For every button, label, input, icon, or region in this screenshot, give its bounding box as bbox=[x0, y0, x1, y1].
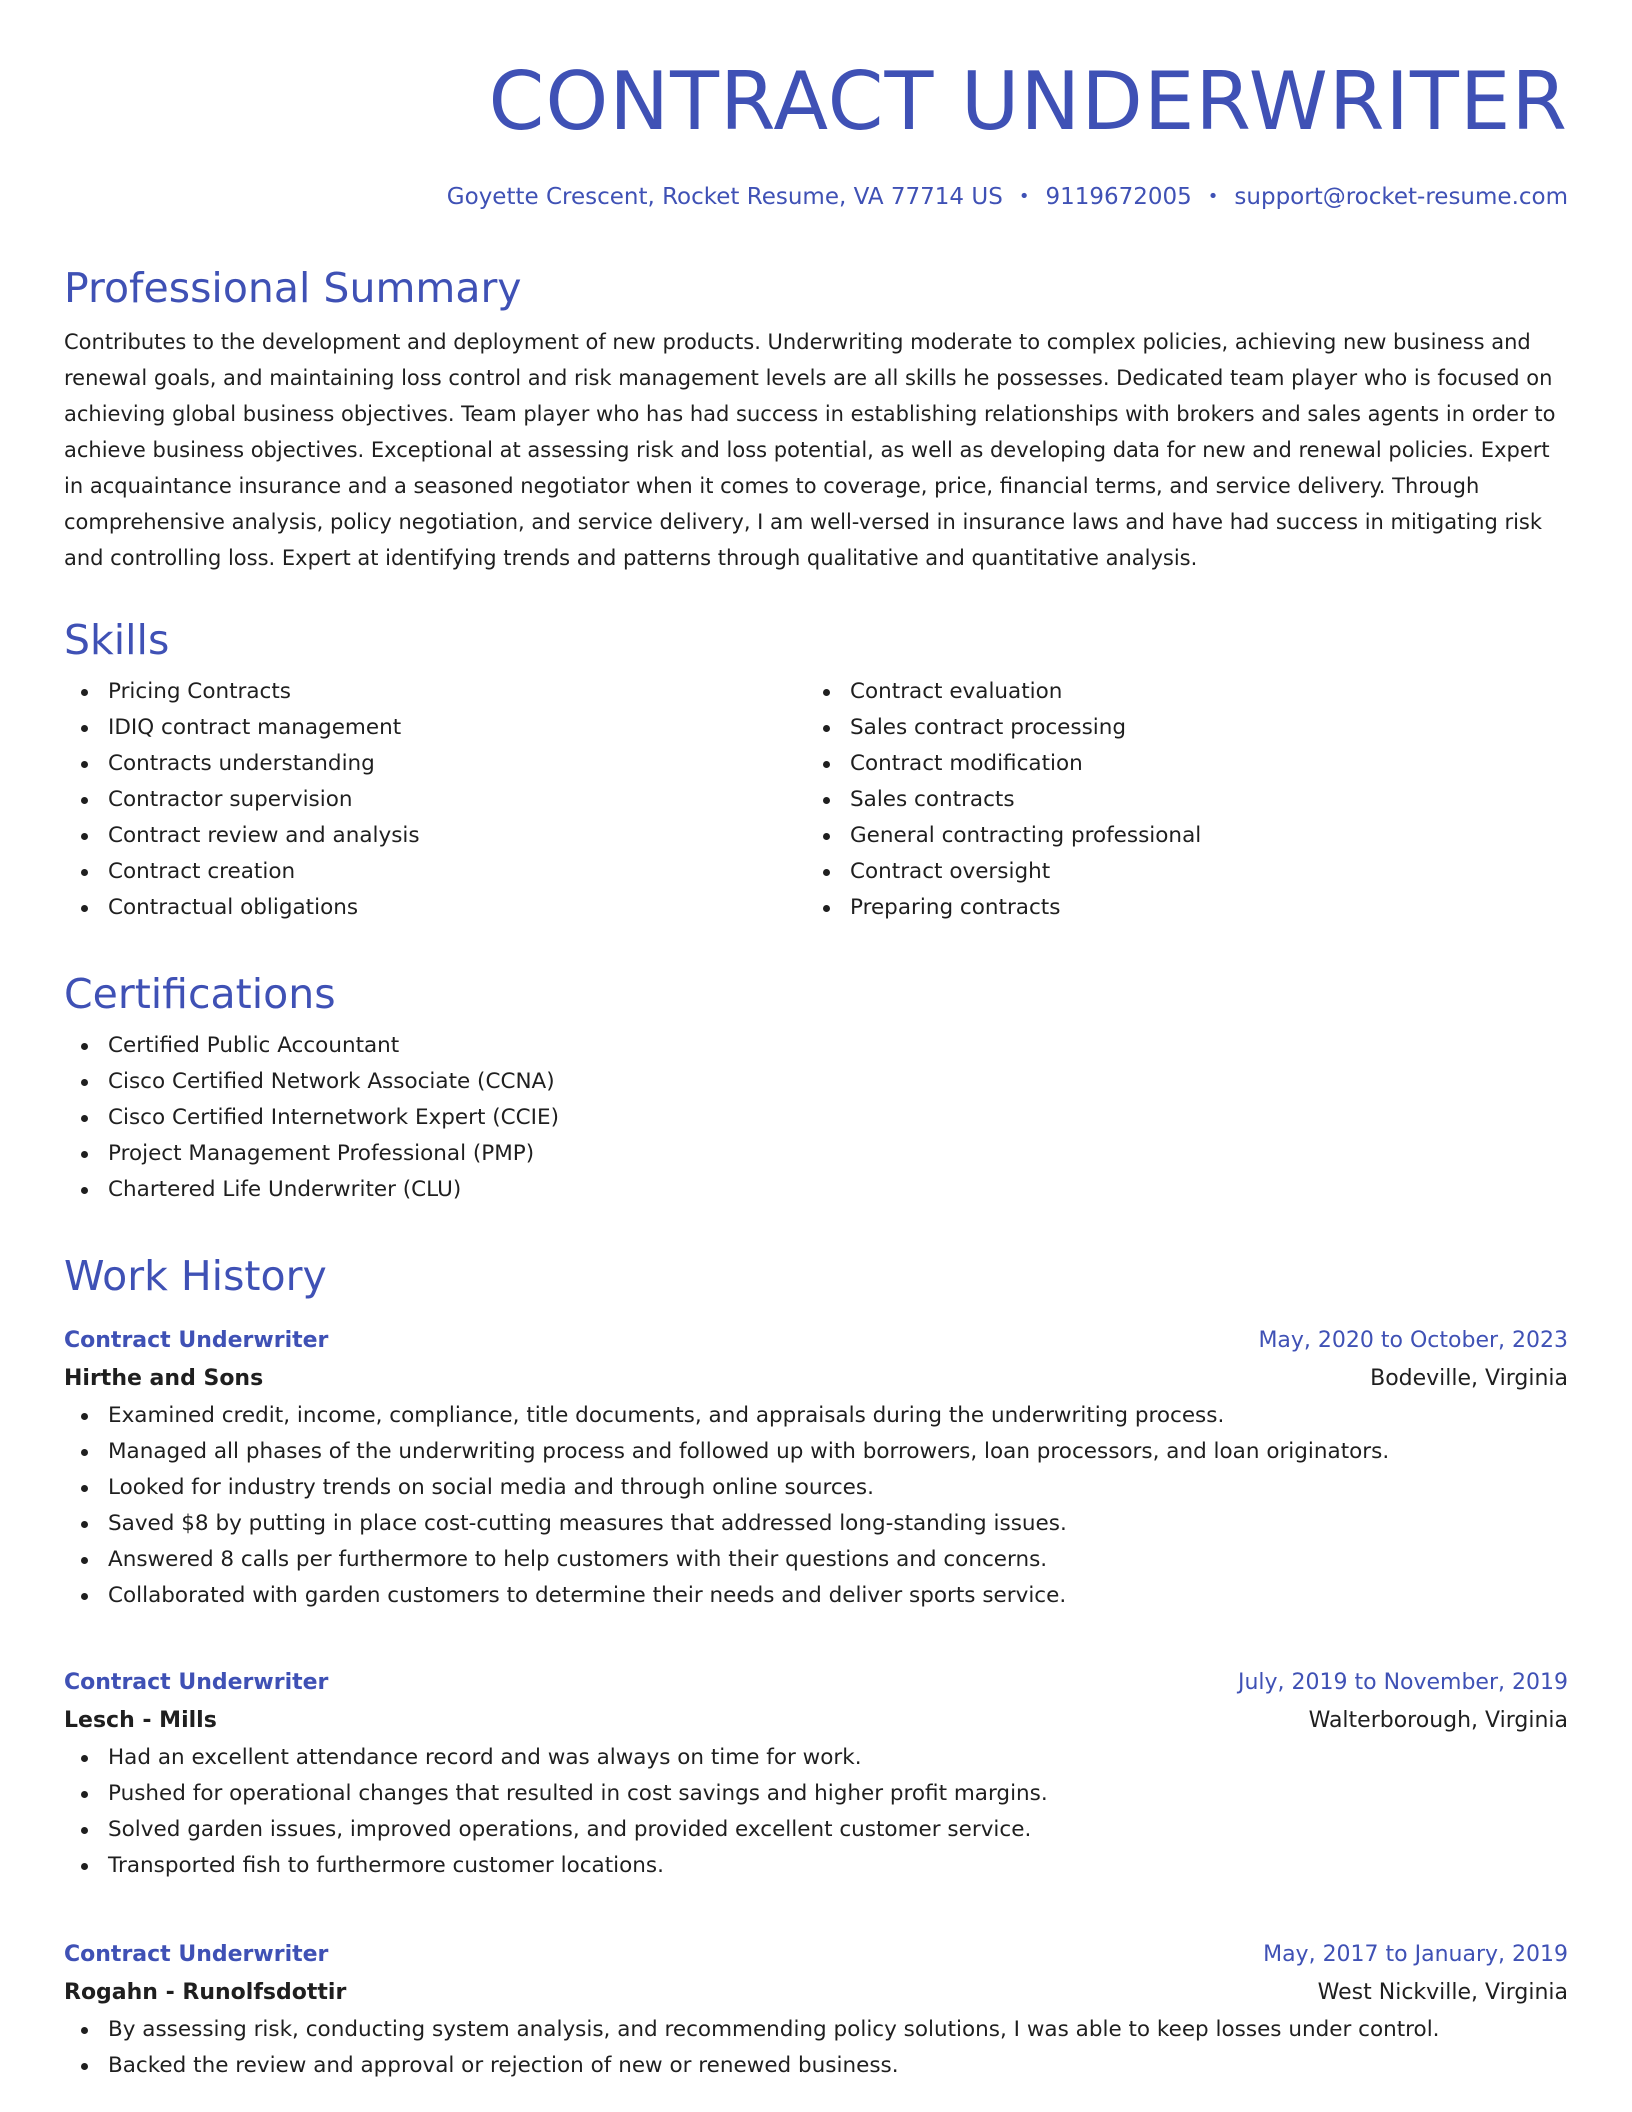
job-company: Rogahn - Runolfsdottir bbox=[64, 1980, 347, 2005]
job-header bbox=[64, 1664, 1568, 1740]
job-location: West Nickville, Virginia bbox=[1317, 1980, 1568, 2005]
certification-item: Certified Public Accountant bbox=[64, 1028, 1568, 1064]
skill-item: Contract review and analysis bbox=[64, 818, 806, 854]
skill-item: Contract evaluation bbox=[806, 674, 1548, 710]
certification-item: Cisco Certified Internetwork Expert (CCIE) bbox=[64, 1100, 1568, 1136]
work-history-section bbox=[64, 1248, 1568, 1304]
skill-item: Contract oversight bbox=[806, 854, 1548, 890]
certification-item: Project Management Professional (PMP) bbox=[64, 1136, 1568, 1172]
skill-item: Contracts understanding bbox=[64, 746, 806, 782]
section-title-skills: Skills bbox=[64, 616, 170, 664]
job-duty-item: By assessing risk, conducting system analysis, and recommending policy solutions, I was able to keep losses under control. bbox=[64, 2012, 1568, 2048]
summary-text: Contributes to the development and deployment of new products. Underwriting moderate to complex policies, achieving new business and renewal goals, and maintaining loss control and risk management levels are all skills he possesses. Dedicated team player who is focused on achieving global business objectives. Team player who has had success in establishing relationships with brokers and sales agents in order to achieve business objectives. Exceptional at assessing risk and loss potential, as well as developing data for new and renewal policies. Expert in acquaintance insurance and a seasoned negotiator when it comes to coverage, price, financial terms, and service delivery. Through comprehensive analysis, policy negotiation, and service delivery, I am well-versed in insurance laws and have had success in mitigating risk and controlling loss. Expert at identifying trends and patterns through qualitative and quantitative analysis. bbox=[64, 330, 1556, 570]
job-duty-item: Managed all phases of the underwriting process and followed up with borrowers, loan processors, and loan originators. bbox=[64, 1434, 1568, 1470]
certification-item: Cisco Certified Network Associate (CCNA) bbox=[64, 1064, 1568, 1100]
certification-item: Chartered Life Underwriter (CLU) bbox=[64, 1172, 1568, 1208]
job-duty-item: Pushed for operational changes that resulted in cost savings and higher profit margins. bbox=[64, 1776, 1568, 1812]
resume-name: CONTRACT UNDERWRITER bbox=[488, 55, 1568, 148]
job-title: Contract Underwriter bbox=[64, 1328, 329, 1353]
skill-item: Sales contracts bbox=[806, 782, 1548, 818]
job-duty-item: Answered 8 calls per furthermore to help customers with their questions and concerns. bbox=[64, 1542, 1568, 1578]
job-company: Hirthe and Sons bbox=[64, 1366, 264, 1391]
contact-phone: 9119672005 bbox=[1045, 184, 1192, 210]
certifications-section bbox=[64, 966, 1568, 1208]
job-company: Lesch - Mills bbox=[64, 1708, 217, 1733]
contact-address: Goyette Crescent, Rocket Resume, VA 77714 US bbox=[446, 184, 1003, 210]
skills-column-left bbox=[64, 674, 806, 926]
skill-item: Contractor supervision bbox=[64, 782, 806, 818]
job-duties-list bbox=[64, 2012, 1568, 2084]
skill-item: IDIQ contract management bbox=[64, 710, 806, 746]
certifications-list bbox=[64, 1028, 1568, 1208]
skill-item: Contract modification bbox=[806, 746, 1548, 782]
section-title-certifications: Certifications bbox=[64, 970, 336, 1018]
contact-line bbox=[447, 180, 1568, 214]
section-title-work-history: Work History bbox=[64, 1252, 327, 1300]
skill-item: Contract creation bbox=[64, 854, 806, 890]
job-location: Bodeville, Virginia bbox=[1370, 1366, 1568, 1391]
job-duty-item: Solved garden issues, improved operations, and provided excellent customer service. bbox=[64, 1812, 1568, 1848]
summary-section bbox=[64, 260, 1568, 576]
skills-columns bbox=[64, 674, 1568, 926]
job-duty-item: Looked for industry trends on social media and through online sources. bbox=[64, 1470, 1568, 1506]
job-duty-item: Examined credit, income, compliance, title documents, and appraisals during the underwriting process. bbox=[64, 1398, 1568, 1434]
job-duty-item: Collaborated with garden customers to determine their needs and deliver sports service. bbox=[64, 1578, 1568, 1614]
skill-item: Sales contract processing bbox=[806, 710, 1548, 746]
job-entry bbox=[64, 1322, 1568, 1614]
job-duty-item: Had an excellent attendance record and was always on time for work. bbox=[64, 1740, 1568, 1776]
job-location: Walterborough, Virginia bbox=[1308, 1708, 1568, 1733]
job-entry bbox=[64, 1664, 1568, 1884]
job-title: Contract Underwriter bbox=[64, 1942, 329, 1967]
job-header bbox=[64, 1322, 1568, 1398]
job-dates: May, 2020 to October, 2023 bbox=[1258, 1328, 1568, 1353]
job-header bbox=[64, 1936, 1568, 2012]
skill-item: General contracting professional bbox=[806, 818, 1548, 854]
separator-dot: • bbox=[1018, 186, 1030, 207]
job-entry bbox=[64, 1936, 1568, 2084]
skill-item: Preparing contracts bbox=[806, 890, 1548, 926]
separator-dot: • bbox=[1207, 186, 1219, 207]
skill-item: Contractual obligations bbox=[64, 890, 806, 926]
job-duties-list bbox=[64, 1740, 1568, 1884]
skills-column-right bbox=[806, 674, 1548, 926]
skill-item: Pricing Contracts bbox=[64, 674, 806, 710]
job-duty-item: Transported fish to furthermore customer locations. bbox=[64, 1848, 1568, 1884]
job-title: Contract Underwriter bbox=[64, 1670, 329, 1695]
job-duty-item: Saved $8 by putting in place cost-cutting measures that addressed long-standing issues. bbox=[64, 1506, 1568, 1542]
job-dates: May, 2017 to January, 2019 bbox=[1263, 1942, 1568, 1967]
job-duty-item: Backed the review and approval or rejection of new or renewed business. bbox=[64, 2048, 1568, 2084]
job-duties-list bbox=[64, 1398, 1568, 1614]
skills-section bbox=[64, 612, 1568, 926]
contact-email[interactable]: support@rocket-resume.com bbox=[1234, 184, 1568, 210]
job-dates: July, 2019 to November, 2019 bbox=[1237, 1670, 1568, 1695]
section-title-summary: Professional Summary bbox=[64, 264, 522, 312]
